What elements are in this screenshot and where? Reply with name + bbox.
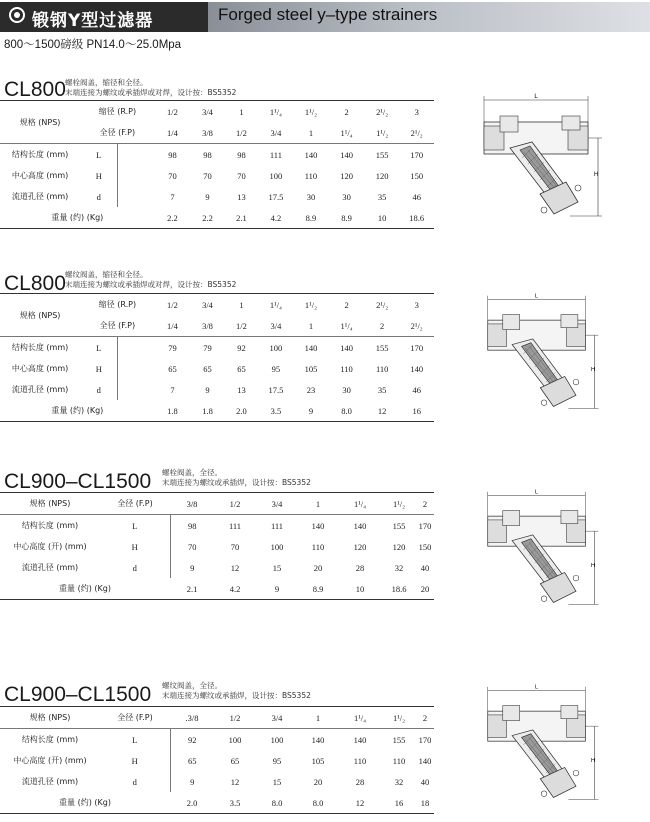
table-cell: 170 xyxy=(399,337,434,359)
table-cell: 9 xyxy=(190,776,195,787)
table-cell: 155 xyxy=(365,337,399,359)
table-cell: 98 xyxy=(155,144,191,166)
table-cell: 155 xyxy=(382,515,416,537)
table-cell: 70 xyxy=(203,170,212,181)
strainer-drawing xyxy=(470,683,620,805)
table-cell: 2.2 xyxy=(155,207,191,229)
table-cell: 30 xyxy=(306,191,316,202)
symbol-cell: H xyxy=(80,165,118,186)
table-cell: 140 xyxy=(328,144,365,166)
table-cell: 2.1 xyxy=(225,207,258,229)
table-row xyxy=(0,101,434,123)
table-cell: 2¹/₂ xyxy=(365,294,399,316)
table-cell: 65 xyxy=(230,755,240,766)
table-cell: 2¹/₂ xyxy=(410,127,423,138)
table-cell: 92 xyxy=(225,337,258,359)
table-cell: 1¹/₄ xyxy=(338,707,382,729)
table-cell: 3 xyxy=(399,294,434,316)
table-cell: 79 xyxy=(155,337,191,359)
table-cell: 1¹/₂ xyxy=(382,707,416,729)
dim-H-label: H xyxy=(590,562,596,569)
strainer-drawing xyxy=(470,92,620,222)
symbol-cell: H xyxy=(80,358,118,379)
dim-L-label: L xyxy=(534,94,538,100)
table-cell: 98 xyxy=(190,144,224,166)
table-cell: 3.5 xyxy=(258,400,294,422)
table-cell: 1.8 xyxy=(155,400,191,422)
table-cell: 100 xyxy=(214,729,256,751)
table-cell: 65 xyxy=(203,363,212,374)
table-cell: 7 xyxy=(170,384,175,395)
table-cell: 20 xyxy=(416,578,434,600)
table-cell: 95 xyxy=(272,755,282,766)
section-note-line2: 末端连接为螺纹或承插焊，设计按：BS5352 xyxy=(162,478,311,487)
table-cell: 100 xyxy=(269,170,283,181)
section-note xyxy=(162,681,311,701)
table-cell: 1/2 xyxy=(236,320,247,331)
table-cell: 9 xyxy=(256,578,298,600)
dim-H-label: H xyxy=(590,757,596,764)
table-cell: 150 xyxy=(418,541,432,552)
table-cell: 13 xyxy=(237,384,246,395)
table-cell: 9 xyxy=(205,191,210,202)
table-cell: 17.5 xyxy=(268,384,284,395)
spec-table xyxy=(0,100,434,229)
symbol-cell: H xyxy=(100,750,170,771)
table-cell: 32 xyxy=(394,562,404,573)
bore-label: 流道孔径 (mm) xyxy=(11,192,69,201)
table-cell: 9 xyxy=(190,562,195,573)
bore-label: 流道孔径 (mm) xyxy=(11,385,69,394)
table-cell: 1 xyxy=(298,493,338,515)
table-cell: 111 xyxy=(258,144,294,166)
section-note xyxy=(162,468,311,488)
table-cell: 8.9 xyxy=(328,207,365,229)
table-row xyxy=(0,729,434,751)
table-cell: 3/4 xyxy=(190,101,224,123)
height-label: 中心高度 (mm) xyxy=(11,364,69,373)
table-cell: 1/4 xyxy=(167,320,178,331)
table-row xyxy=(0,294,434,316)
table-cell: 2.0 xyxy=(225,400,258,422)
table-cell: 1 xyxy=(225,294,258,316)
symbol-cell: d xyxy=(80,186,118,207)
table-cell: 1¹/₄ xyxy=(258,101,294,123)
table-cell: 12 xyxy=(230,776,240,787)
table-cell: 110 xyxy=(392,755,406,766)
section-note-line2: 末端连接为螺纹或承插焊或对焊，设计按：BS5352 xyxy=(65,280,237,289)
table-cell: 140 xyxy=(410,363,424,374)
table-cell: 20 xyxy=(313,776,323,787)
table-cell: 140 xyxy=(328,337,365,359)
table-cell: 28 xyxy=(355,776,365,787)
dim-H-label: H xyxy=(594,172,599,178)
fp-label: 全径 (F.P) xyxy=(100,493,170,515)
table-cell: 140 xyxy=(298,729,338,751)
table-cell: 1 xyxy=(308,127,314,138)
table-cell: 30 xyxy=(342,191,351,202)
table-row xyxy=(0,493,434,515)
symbol-cell: H xyxy=(100,536,170,557)
table-cell: 8.0 xyxy=(256,792,298,814)
table-cell: 3/4 xyxy=(270,320,282,331)
table-cell: 12 xyxy=(338,792,382,814)
table-cell: 70 xyxy=(168,170,177,181)
table-cell: 1¹/₂ xyxy=(294,101,328,123)
rp-label: 缩径 (R.P) xyxy=(80,101,155,123)
table-cell: 110 xyxy=(311,541,325,552)
nps-label: 规格 (NPS) xyxy=(0,493,100,515)
length-label: 结构长度 (mm) xyxy=(0,337,80,359)
table-cell: 17.5 xyxy=(268,191,284,202)
table-cell: 98 xyxy=(225,144,258,166)
section-note-line1: 螺栓阀盖，全径。 xyxy=(162,468,222,477)
table-cell: 140 xyxy=(294,144,328,166)
section-note xyxy=(65,270,236,290)
table-cell: 2 xyxy=(380,320,385,331)
table-cell: 13 xyxy=(237,191,246,202)
table-cell: 92 xyxy=(170,729,214,751)
table-cell: 1/4 xyxy=(167,127,178,138)
table-cell: 7 xyxy=(170,191,175,202)
table-cell: 105 xyxy=(304,363,318,374)
table-cell: 155 xyxy=(382,729,416,751)
table-cell: 1¹/₂ xyxy=(294,294,328,316)
spacer xyxy=(118,358,155,379)
weight-label: 重量 (约) (Kg) xyxy=(0,400,155,422)
table-cell: 15 xyxy=(272,562,282,573)
spacer xyxy=(118,165,155,186)
table-cell: 105 xyxy=(311,755,325,766)
table-cell: 3/8 xyxy=(170,493,214,515)
table-row xyxy=(0,578,434,600)
table-cell: 140 xyxy=(294,337,328,359)
length-label: 结构长度 (mm) xyxy=(0,729,100,751)
table-row xyxy=(0,165,434,186)
table-cell: 120 xyxy=(340,170,353,181)
table-cell: 1¹/₂ xyxy=(376,127,389,138)
table-row xyxy=(0,358,434,379)
table-cell: 2¹/₂ xyxy=(365,101,399,123)
table-cell: 1¹/₄ xyxy=(340,320,353,331)
table-cell: 70 xyxy=(230,541,240,552)
table-cell: 2 xyxy=(328,101,365,123)
table-cell: 2.1 xyxy=(170,578,214,600)
height_open-label: 中心高度 (开) (mm) xyxy=(13,542,87,551)
table-cell: 140 xyxy=(338,515,382,537)
table-cell: 16 xyxy=(399,400,434,422)
table-cell: 28 xyxy=(355,562,365,573)
section-code: CL900–CL1500 xyxy=(4,683,152,706)
table-cell: 140 xyxy=(338,729,382,751)
table-cell: 35 xyxy=(377,191,387,202)
table-cell: 100 xyxy=(256,729,298,751)
symbol-cell: L xyxy=(80,144,118,166)
table-cell: 120 xyxy=(375,170,389,181)
table-cell: 32 xyxy=(394,776,404,787)
table-cell: 46 xyxy=(412,191,421,202)
bore-label: 流道孔径 (mm) xyxy=(21,777,79,786)
table-cell: 16 xyxy=(382,792,416,814)
table-row xyxy=(0,557,434,578)
table-cell: 2.0 xyxy=(170,792,214,814)
spacer xyxy=(118,186,155,207)
table-cell: 10 xyxy=(365,207,399,229)
section-note-line2: 末端连接为螺纹或承插焊或对焊，设计按：BS5352 xyxy=(65,88,237,97)
table-cell: 9 xyxy=(205,384,210,395)
table-cell: 1.8 xyxy=(190,400,224,422)
table-row xyxy=(0,337,434,359)
table-cell: 110 xyxy=(340,363,353,374)
symbol-cell: L xyxy=(80,337,118,359)
table-cell: 111 xyxy=(214,515,256,537)
header-bar xyxy=(0,0,650,34)
table-cell: 95 xyxy=(271,363,281,374)
title-en: Forged steel y–type strainers xyxy=(218,5,438,24)
table-cell: 30 xyxy=(342,384,351,395)
table-cell: 1/2 xyxy=(236,127,247,138)
table-cell: 1/2 xyxy=(214,493,256,515)
height_open-label: 中心高度 (开) (mm) xyxy=(13,756,87,765)
table-cell: 110 xyxy=(353,755,367,766)
table-cell: 40 xyxy=(420,776,430,787)
table-row xyxy=(0,792,434,814)
table-cell: 1¹/₄ xyxy=(258,294,294,316)
spacer xyxy=(118,337,155,359)
table-cell: 170 xyxy=(416,515,434,537)
table-row xyxy=(0,515,434,537)
table-cell: 140 xyxy=(418,755,432,766)
dim-H-label: H xyxy=(590,366,596,373)
rp-label: 缩径 (R.P) xyxy=(80,294,155,316)
table-cell: 10 xyxy=(338,578,382,600)
spacer xyxy=(118,379,155,400)
table-cell: 12 xyxy=(365,400,399,422)
table-cell: 110 xyxy=(375,363,389,374)
symbol-cell: L xyxy=(100,515,170,537)
table-cell: 1¹/₂ xyxy=(382,493,416,515)
table-cell: 170 xyxy=(416,729,434,751)
table-cell: 100 xyxy=(258,337,294,359)
table-cell: 65 xyxy=(237,363,246,374)
section-code: CL800 xyxy=(4,272,66,295)
symbol-cell: d xyxy=(80,379,118,400)
table-cell: 46 xyxy=(412,384,421,395)
section-note-line2: 末端连接为螺纹或承插焊，设计按：BS5352 xyxy=(162,691,311,700)
table-cell: 2.2 xyxy=(190,207,224,229)
table-cell: 1/2 xyxy=(155,294,191,316)
table-cell: 65 xyxy=(168,363,177,374)
table-cell: 20 xyxy=(313,562,323,573)
length-label: 结构长度 (mm) xyxy=(0,144,80,166)
section-code: CL800 xyxy=(4,78,66,101)
table-cell: 3/4 xyxy=(270,127,282,138)
fp-label: 全径 (F.P) xyxy=(100,707,170,729)
table-row xyxy=(0,750,434,771)
table-cell: 35 xyxy=(377,384,387,395)
section-note-line1: 螺纹阀盖，缩径和全径。 xyxy=(65,270,148,279)
table-cell: 3/4 xyxy=(256,493,298,515)
strainer-drawing xyxy=(470,488,620,610)
table-cell: 70 xyxy=(188,541,197,552)
table-cell: 120 xyxy=(392,541,406,552)
table-cell: 23 xyxy=(306,384,316,395)
fp-label: 全径 (F.P) xyxy=(99,321,136,330)
table-row xyxy=(0,400,434,422)
dim-L-label: L xyxy=(534,293,539,300)
symbol-cell: d xyxy=(100,557,170,578)
table-cell: 1/2 xyxy=(214,707,256,729)
section-note xyxy=(65,78,236,98)
table-cell: 18.6 xyxy=(399,207,434,229)
table-cell: 79 xyxy=(190,337,224,359)
table-cell: 1¹/₄ xyxy=(340,127,353,138)
nps-label: 规格 (NPS) xyxy=(0,101,80,144)
table-row xyxy=(0,536,434,557)
table-cell: 12 xyxy=(230,562,240,573)
table-cell: 3/8 xyxy=(202,127,213,138)
table-cell: 100 xyxy=(270,541,284,552)
table-cell: 150 xyxy=(410,170,424,181)
table-cell: 2 xyxy=(416,707,434,729)
nps-label: 规格 (NPS) xyxy=(0,707,100,729)
table-cell: 70 xyxy=(237,170,246,181)
table-row xyxy=(0,379,434,400)
target-circle-icon xyxy=(9,7,25,23)
table-cell: 1/2 xyxy=(155,101,191,123)
length-label: 结构长度 (mm) xyxy=(0,515,100,537)
table-cell: 1 xyxy=(308,320,314,331)
table-cell: 18.6 xyxy=(382,578,416,600)
table-row xyxy=(0,186,434,207)
table-cell: 2 xyxy=(328,294,365,316)
table-cell: 3.5 xyxy=(214,792,256,814)
table-cell: 2¹/₂ xyxy=(410,320,423,331)
symbol-cell: L xyxy=(100,729,170,751)
table-cell: 8.0 xyxy=(328,400,365,422)
fp-label: 全径 (F.P) xyxy=(99,128,136,137)
spec-table xyxy=(0,492,434,600)
height-label: 中心高度 (mm) xyxy=(11,171,69,180)
table-cell: 1 xyxy=(298,707,338,729)
weight-label: 重量 (约) (Kg) xyxy=(0,792,170,814)
strainer-drawing xyxy=(470,292,620,414)
table-cell: 3/4 xyxy=(256,707,298,729)
dim-L-label: L xyxy=(534,684,539,691)
table-cell: 140 xyxy=(298,515,338,537)
title-cn: 锻钢Y型过滤器 xyxy=(32,11,154,31)
table-cell: 155 xyxy=(365,144,399,166)
table-cell: 3 xyxy=(399,101,434,123)
table-cell: 111 xyxy=(256,515,298,537)
bore-label: 流道孔径 (mm) xyxy=(21,563,79,572)
table-cell: 1¹/₄ xyxy=(338,493,382,515)
table-cell: 18 xyxy=(416,792,434,814)
table-row xyxy=(0,144,434,166)
table-cell: 2 xyxy=(416,493,434,515)
table-cell: 8.9 xyxy=(298,578,338,600)
spec-table xyxy=(0,293,434,422)
table-cell: 40 xyxy=(420,562,430,573)
weight-label: 重量 (约) (Kg) xyxy=(0,207,155,229)
table-cell: 120 xyxy=(353,541,367,552)
section-code: CL900–CL1500 xyxy=(4,470,152,493)
dim-L-label: L xyxy=(534,489,539,496)
table-row xyxy=(0,207,434,229)
spec-table xyxy=(0,706,434,814)
table-cell: 3/8 xyxy=(202,320,213,331)
table-cell: 110 xyxy=(304,170,318,181)
table-cell: 98 xyxy=(170,515,214,537)
weight-label: 重量 (约) (Kg) xyxy=(0,578,170,600)
table-cell: .3/8 xyxy=(170,707,214,729)
section-note-line1: 螺纹阀盖，全径。 xyxy=(162,681,222,690)
table-cell: 170 xyxy=(399,144,434,166)
table-row xyxy=(0,707,434,729)
symbol-cell: d xyxy=(100,771,170,792)
table-cell: 4.2 xyxy=(214,578,256,600)
table-cell: 8.0 xyxy=(298,792,338,814)
table-row xyxy=(0,771,434,792)
table-cell: 4.2 xyxy=(258,207,294,229)
table-cell: 65 xyxy=(188,755,197,766)
table-cell: 3/4 xyxy=(190,294,224,316)
table-cell: 1 xyxy=(225,101,258,123)
table-cell: 15 xyxy=(272,776,282,787)
spacer xyxy=(118,144,155,166)
section-note-line1: 螺栓阀盖，缩径和全径。 xyxy=(65,78,148,87)
table-cell: 9 xyxy=(294,400,328,422)
pressure-class-subtitle: 800～1500磅级 PN14.0～25.0Mpa xyxy=(4,39,182,51)
table-cell: 8.9 xyxy=(294,207,328,229)
nps-label: 规格 (NPS) xyxy=(0,294,80,337)
